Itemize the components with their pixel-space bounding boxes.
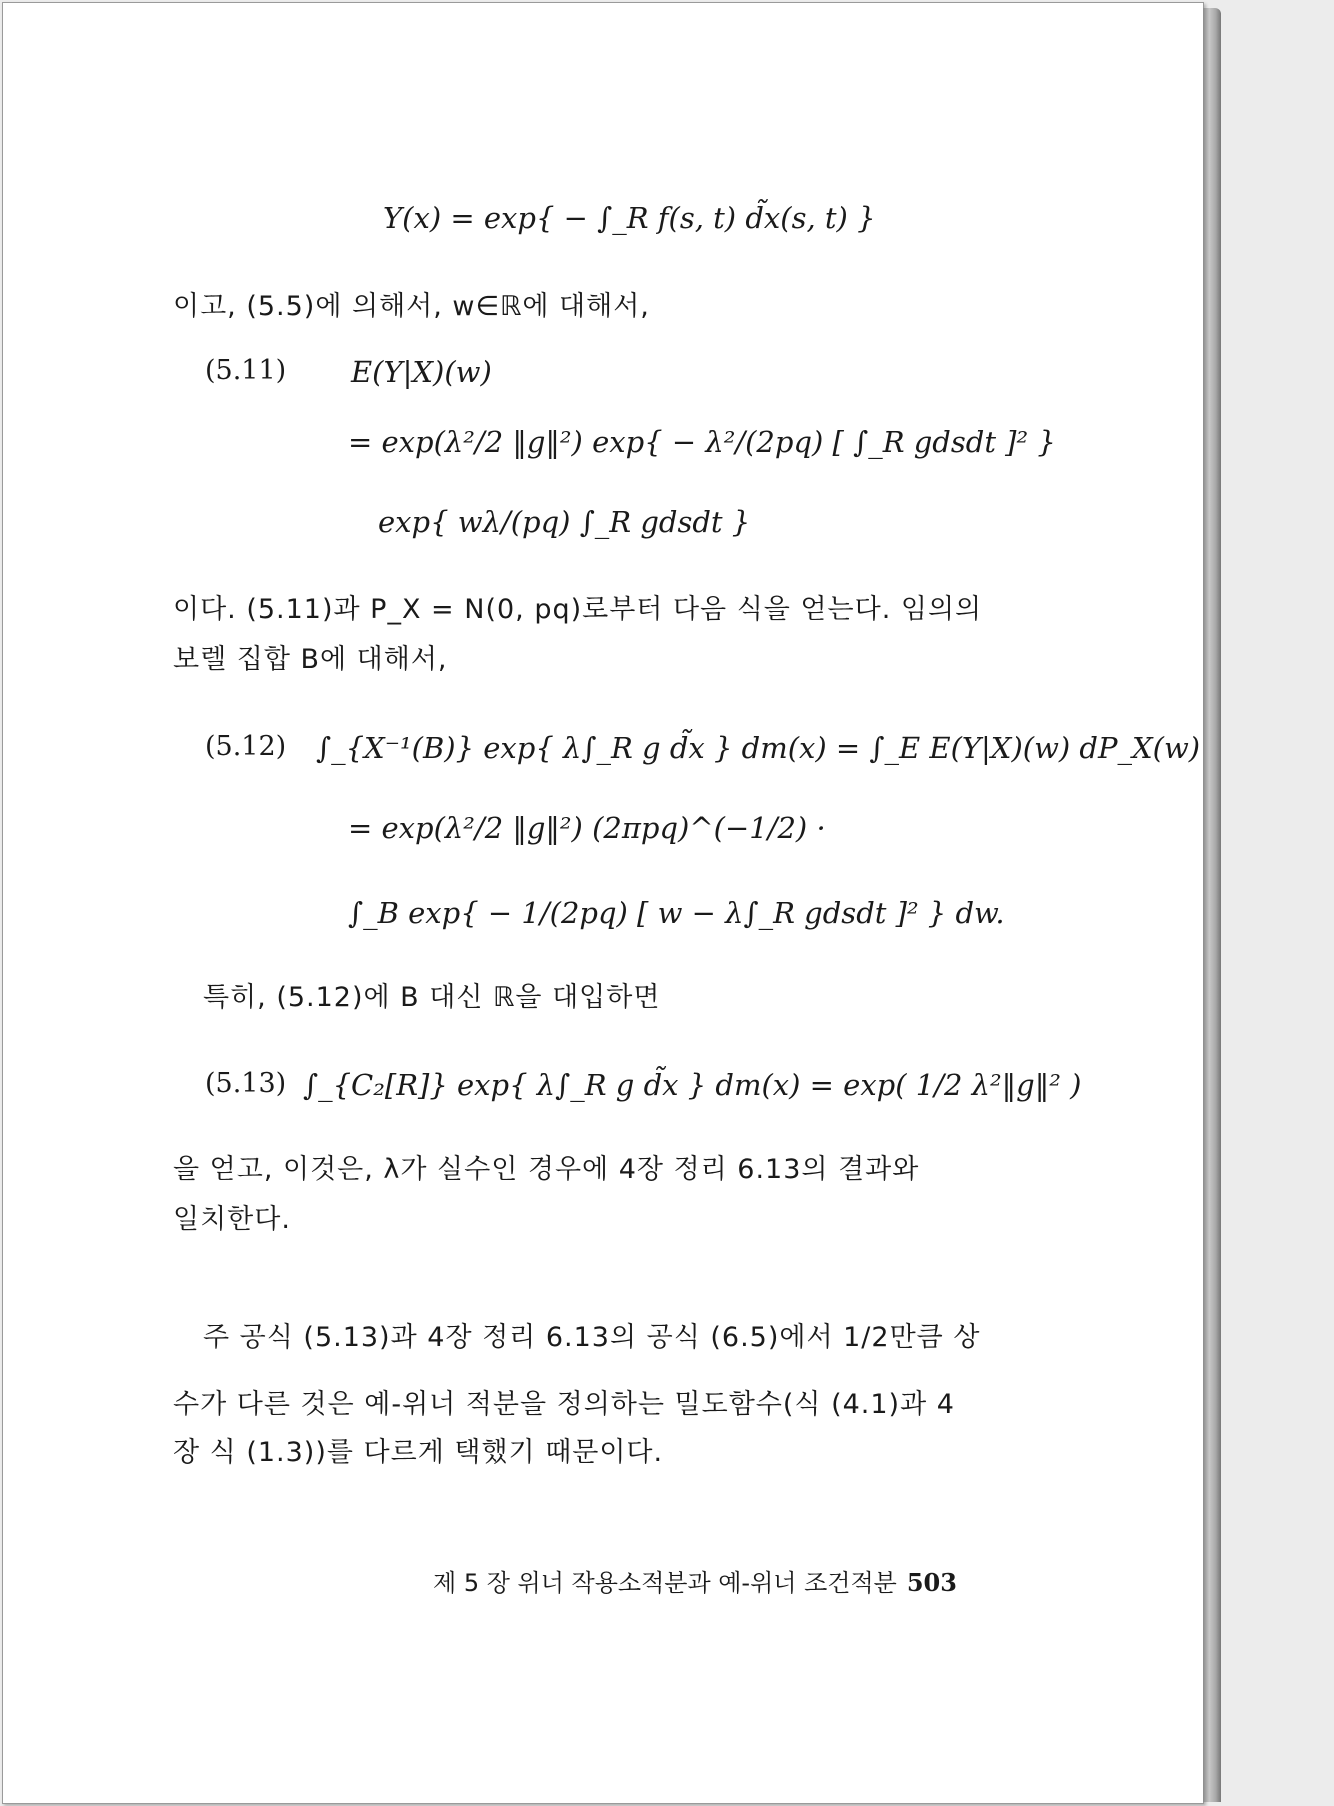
note-line-2: 수가 다른 것은 예-위너 적분을 정의하는 밀도함수(식 (4.1)과 4	[173, 1389, 955, 1420]
equation-5-12-line-1: ∫_{X⁻¹(B)} exp{ λ∫_R g d̃x } dm(x) = ∫_E E(Y|X)(w) dP_X(w)	[316, 731, 1201, 765]
note-line-3: 장 식 (1.3))를 다르게 택했기 때문이다.	[173, 1437, 664, 1468]
equation-5-11-line-1: E(Y|X)(w)	[351, 355, 492, 389]
equation-Y: Y(x) = exp{ − ∫_R f(s, t) d̃x(s, t) }	[383, 201, 876, 235]
paragraph-1: 이고, (5.5)에 의해서, w∈ℝ에 대해서,	[173, 291, 650, 322]
equation-number-5-12: (5.12)	[205, 731, 287, 762]
equation-5-11-line-2: = exp(λ²/2 ‖g‖²) exp{ − λ²/(2pq) [ ∫_R gdsdt ]² }	[348, 425, 1056, 459]
paragraph-2-line-2: 보렐 집합 B에 대해서,	[173, 644, 448, 675]
paragraph-4-line-1: 을 얻고, 이것은, λ가 실수인 경우에 4장 정리 6.13의 결과와	[173, 1154, 920, 1185]
paragraph-2-line-1: 이다. (5.11)과 P_X = N(0, pq)로부터 다음 식을 얻는다. 임의의	[173, 594, 983, 625]
equation-number-5-11: (5.11)	[205, 355, 287, 386]
equation-5-13-line-1: ∫_{C₂[R]} exp{ λ∫_R g d̃x } dm(x) = exp( 1/2 λ²‖g‖² )	[303, 1068, 1082, 1102]
paragraph-4-line-2: 일치한다.	[173, 1204, 291, 1235]
paragraph-3: 특히, (5.12)에 B 대신 ℝ을 대입하면	[203, 982, 661, 1013]
page-number: 503	[906, 1568, 957, 1597]
equation-5-11-line-3: exp{ wλ/(pq) ∫_R gdsdt }	[378, 505, 751, 539]
book-page	[2, 2, 1204, 1804]
running-footer	[433, 1563, 957, 1598]
equation-5-12-line-3: ∫_B exp{ − 1/(2pq) [ w − λ∫_R gdsdt ]² } dw.	[348, 896, 1005, 930]
page-edge-shadow	[1203, 8, 1221, 1802]
equation-5-12-line-2: = exp(λ²/2 ‖g‖²) (2πpq)^(−1/2) ·	[348, 811, 826, 845]
equation-number-5-13: (5.13)	[205, 1068, 287, 1099]
note-line-1: 주 공식 (5.13)과 4장 정리 6.13의 공식 (6.5)에서 1/2만큼 상	[203, 1322, 981, 1353]
footer-chapter-title: 제 5 장 위너 작용소적분과 예-위너 조건적분	[433, 1569, 897, 1597]
